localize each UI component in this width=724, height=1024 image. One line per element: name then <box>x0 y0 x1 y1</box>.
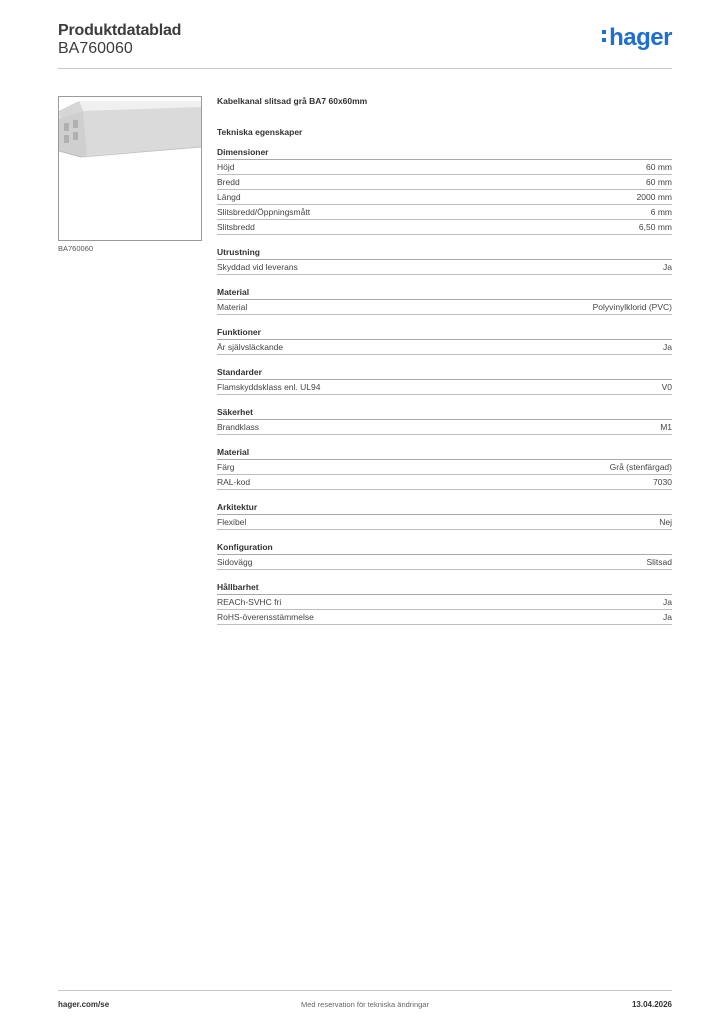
spec-label: Längd <box>217 192 241 202</box>
spec-row <box>217 595 672 610</box>
spec-section <box>217 406 672 435</box>
spec-sections <box>217 146 672 625</box>
spec-row <box>217 380 672 395</box>
spec-row <box>217 160 672 175</box>
spec-value: Ja <box>663 262 672 272</box>
spec-value: 60 mm <box>646 177 672 187</box>
section-title: Arkitektur <box>217 501 672 515</box>
spec-section <box>217 366 672 395</box>
spec-value: Nej <box>659 517 672 527</box>
spec-section <box>217 581 672 625</box>
image-caption: BA760060 <box>58 244 94 253</box>
logo-text: hager <box>609 24 672 51</box>
spec-row <box>217 260 672 275</box>
section-title: Dimensioner <box>217 146 672 160</box>
product-image <box>58 96 202 241</box>
section-title: Standarder <box>217 366 672 380</box>
spec-label: Slitsbredd <box>217 222 255 232</box>
spec-section <box>217 146 672 235</box>
spec-section <box>217 246 672 275</box>
spec-label: Sidovägg <box>217 557 253 567</box>
spec-label: REACh-SVHC fri <box>217 597 282 607</box>
spec-value: M1 <box>660 422 672 432</box>
footer-website: hager.com/se <box>58 1000 110 1009</box>
spec-row <box>217 190 672 205</box>
hager-logo <box>602 26 672 50</box>
spec-section <box>217 286 672 315</box>
spec-label: Bredd <box>217 177 240 187</box>
spec-label: RAL-kod <box>217 477 251 487</box>
page-header <box>58 20 672 69</box>
spec-row <box>217 515 672 530</box>
spec-value: Ja <box>663 612 672 622</box>
product-code: BA760060 <box>58 40 133 57</box>
spec-value: V0 <box>661 382 672 392</box>
tech-heading: Tekniska egenskaper <box>217 127 303 137</box>
section-title: Material <box>217 446 672 460</box>
spec-value: 2000 mm <box>636 192 672 202</box>
spec-row <box>217 475 672 490</box>
spec-section <box>217 541 672 570</box>
spec-row <box>217 420 672 435</box>
spec-section <box>217 446 672 490</box>
spec-value: 60 mm <box>646 162 672 172</box>
spec-value: 6,50 mm <box>638 222 672 232</box>
cable-duct-icon <box>59 97 201 240</box>
section-title: Utrustning <box>217 246 672 260</box>
spec-section <box>217 501 672 530</box>
spec-content <box>217 96 672 625</box>
spec-value: Slitsad <box>646 557 672 567</box>
section-title: Konfiguration <box>217 541 672 555</box>
spec-label: Brandklass <box>217 422 260 432</box>
spec-row <box>217 460 672 475</box>
spec-row <box>217 220 672 235</box>
spec-label: Höjd <box>217 162 235 172</box>
logo-dots-icon <box>602 30 606 46</box>
section-title: Hållbarhet <box>217 581 672 595</box>
spec-section <box>217 326 672 355</box>
spec-value: Ja <box>663 342 672 352</box>
product-name: Kabelkanal slitsad grå BA7 60x60mm <box>217 96 368 106</box>
spec-label: Flamskyddsklass enl. UL94 <box>217 382 321 392</box>
spec-label: Flexibel <box>217 517 247 527</box>
spec-row <box>217 610 672 625</box>
footer-note: Med reservation för tekniska ändringar <box>301 1000 429 1009</box>
spec-value: 7030 <box>653 477 672 487</box>
page-footer <box>58 990 672 1013</box>
spec-label: Slitsbredd/Öppningsmått <box>217 207 311 217</box>
footer-date: 13.04.2026 <box>631 1000 672 1009</box>
section-title: Säkerhet <box>217 406 672 420</box>
spec-label: Är självsläckande <box>217 342 284 352</box>
spec-label: Skyddad vid leverans <box>217 262 298 272</box>
spec-value: Ja <box>663 597 672 607</box>
spec-label: RoHS-överensstämmelse <box>217 612 314 622</box>
spec-row <box>217 175 672 190</box>
document-title: Produktdatablad <box>58 22 182 39</box>
spec-row <box>217 300 672 315</box>
spec-label: Färg <box>217 462 235 472</box>
spec-row <box>217 205 672 220</box>
spec-label: Material <box>217 302 248 312</box>
spec-row <box>217 555 672 570</box>
section-title: Funktioner <box>217 326 672 340</box>
spec-row <box>217 340 672 355</box>
spec-value: Grå (stenfärgad) <box>609 462 672 472</box>
section-title: Material <box>217 286 672 300</box>
spec-value: Polyvinylklorid (PVC) <box>592 302 672 312</box>
spec-value: 6 mm <box>650 207 672 217</box>
